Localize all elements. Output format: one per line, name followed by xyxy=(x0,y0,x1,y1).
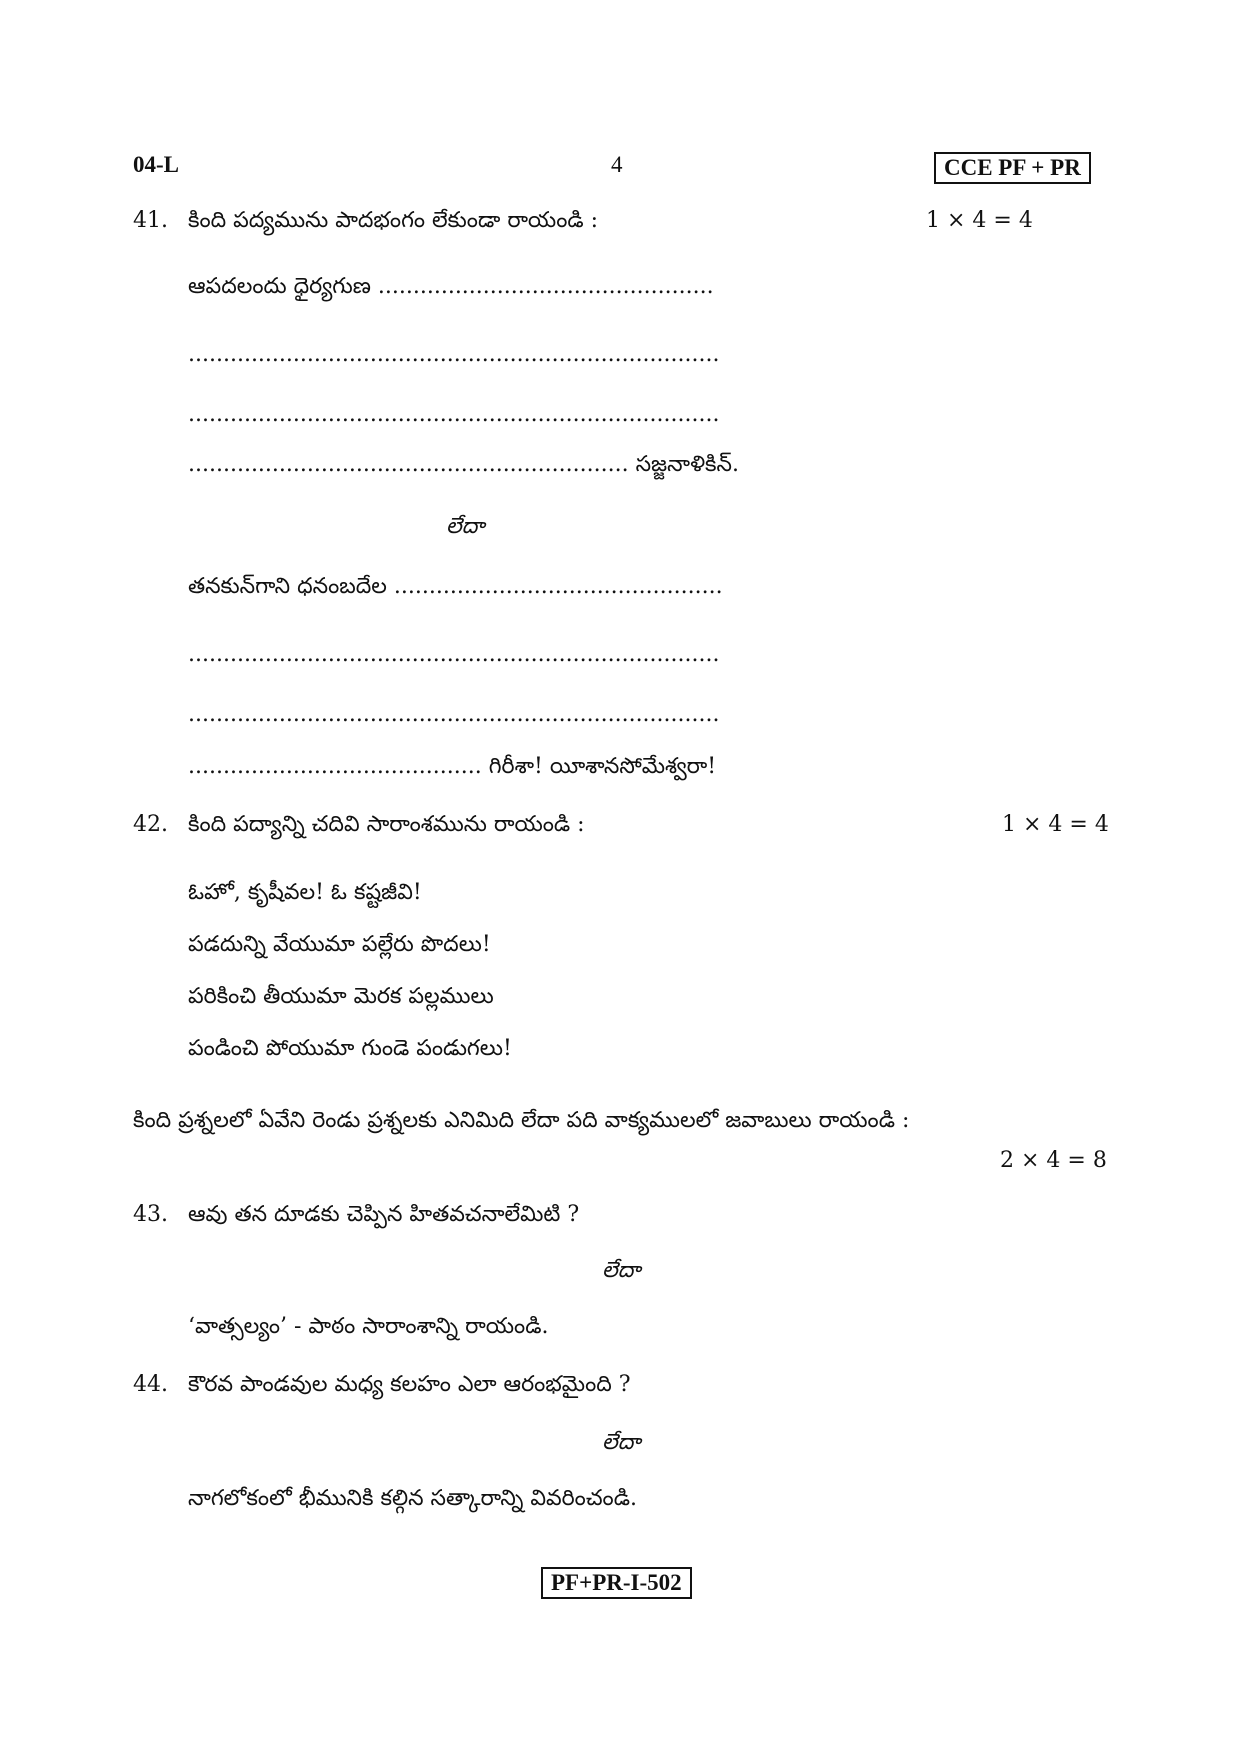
q41-poem-a-line4-end: సజ్జనాళికిన్. xyxy=(635,452,739,477)
footer-code-box: PF+PR-I-502 xyxy=(541,1567,692,1599)
q44-question: కౌరవ పాండవుల మధ్య కలహం ఎలా ఆరంభమైంది ? xyxy=(188,1372,631,1397)
q41-poem-b-line4-dots: .......................................... xyxy=(188,754,482,779)
q42-poem-line: పండించి పోయుమా గుండె పండుగలు! xyxy=(188,1036,512,1061)
q41-poem-b-line3: ............................................................................ xyxy=(188,702,720,727)
q44-or-label: లేదా xyxy=(602,1430,641,1455)
q42-marks: 1 × 4 = 4 xyxy=(1002,812,1109,837)
q43-alternative: ‘వాత్సల్యం’ - పాఠం సారాంశాన్ని రాయండి. xyxy=(188,1314,549,1339)
q41-poem-a-line4 xyxy=(188,450,739,480)
q42-instruction: కింది పద్యాన్ని చదివి సారాంశమును రాయండి : xyxy=(188,812,585,837)
q41-poem-a-line1-dots: ................................................ xyxy=(377,274,714,299)
q42-number: 42. xyxy=(133,812,168,837)
q41-number: 41. xyxy=(133,208,168,233)
section-instruction: కింది ప్రశ్నలలో ఏవేని రెండు ప్రశ్నలకు ఎనిమిది లేదా పది వాక్యములలో జవాబులు రాయండి : xyxy=(133,1108,910,1133)
page-number: 4 xyxy=(611,152,623,177)
q41-poem-b-line4 xyxy=(188,752,716,782)
q42-poem-line: పరికించి తీయుమా మెరక పల్లములు xyxy=(188,984,494,1009)
exam-type-box: CCE PF + PR xyxy=(934,152,1091,184)
q41-or-label: లేదా xyxy=(446,514,485,539)
q41-poem-a-line3: ............................................................................ xyxy=(188,402,720,427)
q41-poem-b-line1-start: తనకున్‌గాని ధనంబదేల xyxy=(188,574,387,599)
q42-poem-line: పడదున్ని వేయుమా పల్లేరు పొదలు! xyxy=(188,932,491,957)
q43-number: 43. xyxy=(133,1202,168,1227)
q43-question: ఆవు తన దూడకు చెప్పిన హితవచనాలేమిటి ? xyxy=(188,1202,580,1227)
q41-poem-b-line1 xyxy=(188,572,723,602)
q44-number: 44. xyxy=(133,1372,168,1397)
q42-poem-line: ఓహో, కృషీవల! ఓ కష్టజీవి! xyxy=(188,880,422,905)
q41-poem-a-line1-start: ఆపదలందు ధైర్యగుణ xyxy=(188,274,371,299)
q41-instruction: కింది పద్యమును పాదభంగం లేకుండా రాయండి : xyxy=(188,208,599,233)
q41-poem-a-line4-dots: ............................................................... xyxy=(188,452,629,477)
q43-or-label: లేదా xyxy=(602,1258,641,1283)
q41-poem-b-line4-end: గిరీశా! యీశానసోమేశ్వరా! xyxy=(488,754,717,779)
paper-code: 04-L xyxy=(133,152,179,177)
q41-poem-a-line1 xyxy=(188,272,714,302)
q41-marks: 1 × 4 = 4 xyxy=(926,208,1033,233)
q44-alternative: నాగలోకంలో భీమునికి కల్గిన సత్కారాన్ని వివరించండి. xyxy=(188,1486,637,1511)
q41-poem-b-line1-dots: ............................................... xyxy=(393,574,723,599)
section-marks: 2 × 4 = 8 xyxy=(1000,1148,1107,1173)
q41-poem-a-line2: ............................................................................ xyxy=(188,342,720,367)
q41-poem-b-line2: ............................................................................ xyxy=(188,642,720,667)
